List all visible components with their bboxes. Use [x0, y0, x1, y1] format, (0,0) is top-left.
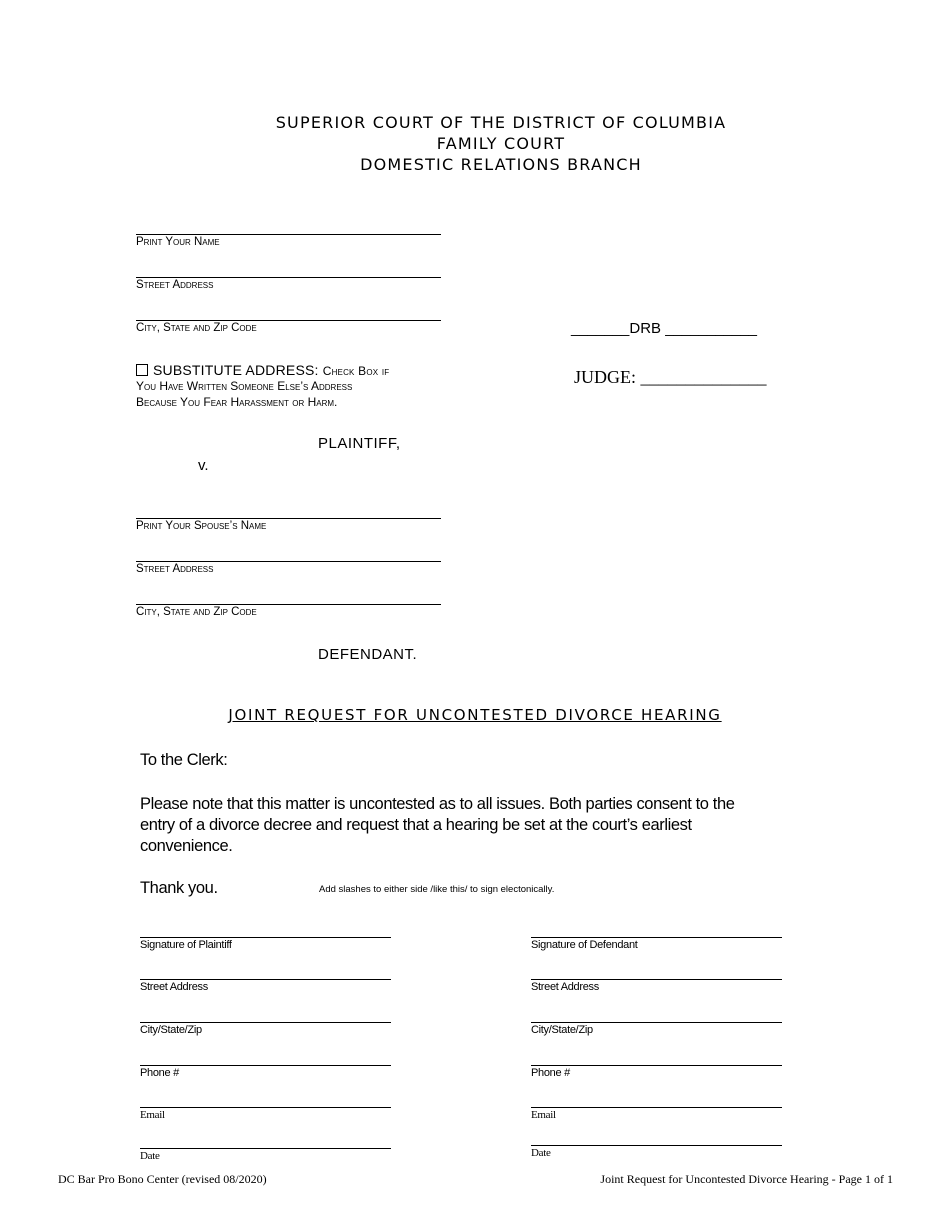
- plaintiff-name-field[interactable]: [136, 234, 441, 248]
- body-line-1: Please note that this matter is uncontested as to all issues. Both parties consent to the: [140, 795, 735, 813]
- body-line-3: convenience.: [140, 837, 233, 855]
- plaintiff-date-field[interactable]: [140, 1148, 391, 1162]
- plaintiff-city-label: City, State and Zip Code: [136, 322, 257, 334]
- plaintiff-name-label: Print Your Name: [136, 236, 220, 248]
- plaintiff-email-label: Email: [140, 1109, 165, 1121]
- defendant-name-field[interactable]: [136, 518, 441, 532]
- esign-note: Add slashes to either side /like this/ to sign electonically.: [319, 884, 555, 895]
- defendant-name-label: Print Your Spouse’s Name: [136, 520, 267, 532]
- defendant-city-label: City, State and Zip Code: [136, 606, 257, 618]
- salutation: To the Clerk:: [140, 751, 228, 769]
- defendant-email-label: Email: [531, 1109, 556, 1121]
- court-name: SUPERIOR COURT OF THE DISTRICT OF COLUMBIA: [275, 113, 727, 132]
- defendant-street-field[interactable]: [136, 561, 441, 575]
- substitute-address-block: [136, 362, 436, 410]
- versus-label: v.: [198, 457, 209, 474]
- court-division: FAMILY COURT: [436, 134, 566, 153]
- plaintiff-phone-label: Phone #: [140, 1067, 179, 1079]
- defendant-sig-street-field[interactable]: [531, 979, 782, 993]
- plaintiff-city-field[interactable]: [136, 320, 441, 334]
- plaintiff-sig-city-field[interactable]: [140, 1022, 391, 1036]
- substitute-address-heading: SUBSTITUTE ADDRESS:: [153, 362, 319, 378]
- defendant-sig-city-label: City/State/Zip: [531, 1024, 593, 1036]
- plaintiff-role-label: PLAINTIFF,: [318, 435, 401, 452]
- plaintiff-signature-field[interactable]: [140, 937, 391, 951]
- defendant-date-field[interactable]: [531, 1145, 782, 1159]
- defendant-phone-field[interactable]: [531, 1065, 782, 1079]
- substitute-address-checkbox[interactable]: [136, 364, 148, 376]
- closing: Thank you.: [140, 879, 218, 897]
- defendant-street-label: Street Address: [136, 563, 214, 575]
- body-line-2: entry of a divorce decree and request that a hearing be set at the court’s earliest: [140, 816, 692, 834]
- plaintiff-street-label: Street Address: [136, 279, 214, 291]
- defendant-signature-label: Signature of Defendant: [531, 939, 638, 951]
- plaintiff-phone-field[interactable]: [140, 1065, 391, 1079]
- document-title-wrap: [0, 706, 950, 725]
- defendant-sig-street-label: Street Address: [531, 981, 599, 993]
- document-title: JOINT REQUEST FOR UNCONTESTED DIVORCE HEARING: [228, 706, 722, 724]
- court-branch: DOMESTIC RELATIONS BRANCH: [360, 155, 642, 174]
- substitute-address-text-2: You Have Written Someone Else’s Address: [136, 379, 353, 393]
- plaintiff-sig-street-label: Street Address: [140, 981, 208, 993]
- defendant-sig-city-field[interactable]: [531, 1022, 782, 1036]
- case-number-line[interactable]: _______DRB ___________: [571, 320, 757, 337]
- plaintiff-date-label: Date: [140, 1150, 160, 1162]
- plaintiff-street-field[interactable]: [136, 277, 441, 291]
- defendant-email-field[interactable]: [531, 1107, 782, 1121]
- plaintiff-sig-city-label: City/State/Zip: [140, 1024, 202, 1036]
- defendant-signature-field[interactable]: [531, 937, 782, 951]
- substitute-address-text-3: Because You Fear Harassment or Harm.: [136, 395, 338, 409]
- plaintiff-sig-street-field[interactable]: [140, 979, 391, 993]
- defendant-date-label: Date: [531, 1147, 551, 1159]
- footer-left: DC Bar Pro Bono Center (revised 08/2020): [58, 1172, 267, 1186]
- plaintiff-email-field[interactable]: [140, 1107, 391, 1121]
- defendant-phone-label: Phone #: [531, 1067, 570, 1079]
- substitute-address-text-1: Check Box if: [322, 364, 390, 378]
- defendant-city-field[interactable]: [136, 604, 441, 618]
- judge-line[interactable]: JUDGE: ______________: [574, 367, 767, 387]
- defendant-role-label: DEFENDANT.: [318, 646, 418, 663]
- footer-right: Joint Request for Uncontested Divorce Hearing - Page 1 of 1: [600, 1172, 893, 1186]
- plaintiff-signature-label: Signature of Plaintiff: [140, 939, 232, 951]
